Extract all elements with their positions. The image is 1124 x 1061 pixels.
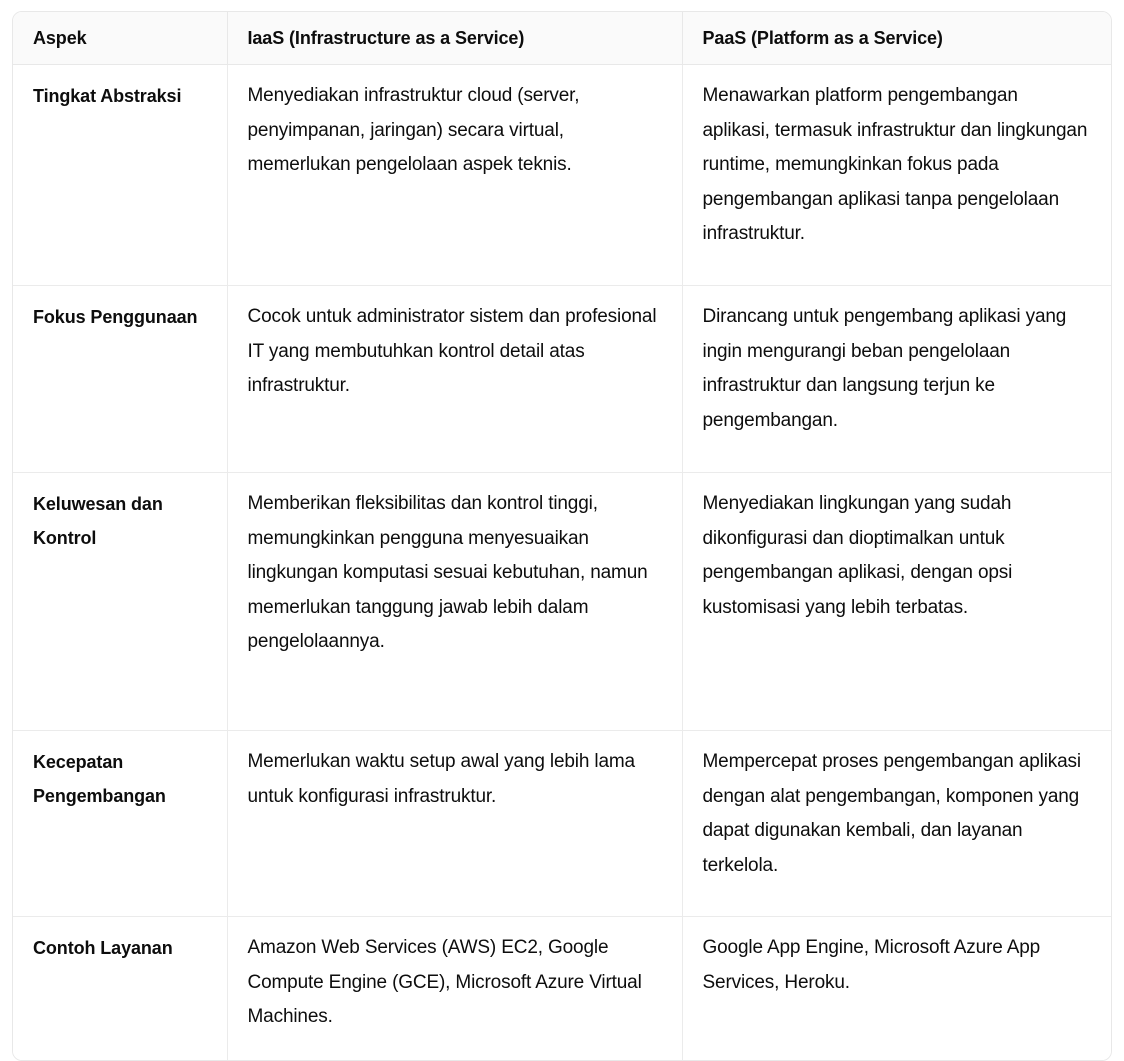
cell-iaas: Menyediakan infrastruktur cloud (server, penyimpanan, jaringan) secara virtual, memerlukan pengelolaan aspek teknis. — [227, 65, 682, 286]
cell-aspect: Keluwesan dan Kontrol — [13, 473, 227, 731]
table-row — [13, 731, 1111, 917]
cell-aspect: Tingkat Abstraksi — [13, 65, 227, 286]
table-row — [13, 286, 1111, 473]
cell-iaas: Cocok untuk administrator sistem dan profesional IT yang membutuhkan kontrol detail atas infrastruktur. — [227, 286, 682, 473]
cell-aspect: Fokus Penggunaan — [13, 286, 227, 473]
cell-iaas: Amazon Web Services (AWS) EC2, Google Compute Engine (GCE), Microsoft Azure Virtual Machines. — [227, 917, 682, 1061]
comparison-table — [13, 12, 1111, 1060]
column-header-iaas: IaaS (Infrastructure as a Service) — [227, 12, 682, 65]
table-header — [13, 12, 1111, 65]
cell-paas: Google App Engine, Microsoft Azure App Services, Heroku. — [702, 937, 1041, 993]
table-row — [13, 917, 1111, 1061]
cell-aspect: Kecepatan Pengembangan — [13, 731, 227, 917]
cell-iaas: Memerlukan waktu setup awal yang lebih lama untuk konfigurasi infrastruktur. — [227, 731, 682, 917]
comparison-table-container — [12, 11, 1112, 1061]
cell-paas: Dirancang untuk pengembang aplikasi yang ingin mengurangi beban pengelolaan infrastruktur dan langsung terjun ke pengembangan. — [682, 286, 1111, 473]
cell-paas: Menawarkan platform pengembangan aplikasi, termasuk infrastruktur dan lingkungan runtime, memungkinkan fokus pada pengembangan aplikasi tanpa pengelolaan infrastruktur. — [682, 65, 1111, 286]
table-header-row — [13, 12, 1111, 65]
cell-aspect: Contoh Layanan — [13, 917, 227, 1061]
table-row — [13, 473, 1111, 731]
cell-paas: Mempercepat proses pengembangan aplikasi dengan alat pengembangan, komponen yang dapat digunakan kembali, dan layanan terkelola. — [682, 731, 1111, 917]
cell-iaas: Memberikan fleksibilitas dan kontrol tinggi, memungkinkan pengguna menyesuaikan lingkungan komputasi sesuai kebutuhan, namun memerlukan tanggung jawab lebih dalam pengelolaannya. — [227, 473, 682, 731]
column-header-aspek: Aspek — [13, 12, 227, 65]
table-body — [13, 65, 1111, 1061]
column-header-paas: PaaS (Platform as a Service) — [682, 12, 1111, 65]
cell-paas: Menyediakan lingkungan yang sudah dikonfigurasi dan dioptimalkan untuk pengembangan aplikasi, dengan opsi kustomisasi yang lebih terbatas. — [682, 473, 1111, 731]
table-row — [13, 65, 1111, 286]
